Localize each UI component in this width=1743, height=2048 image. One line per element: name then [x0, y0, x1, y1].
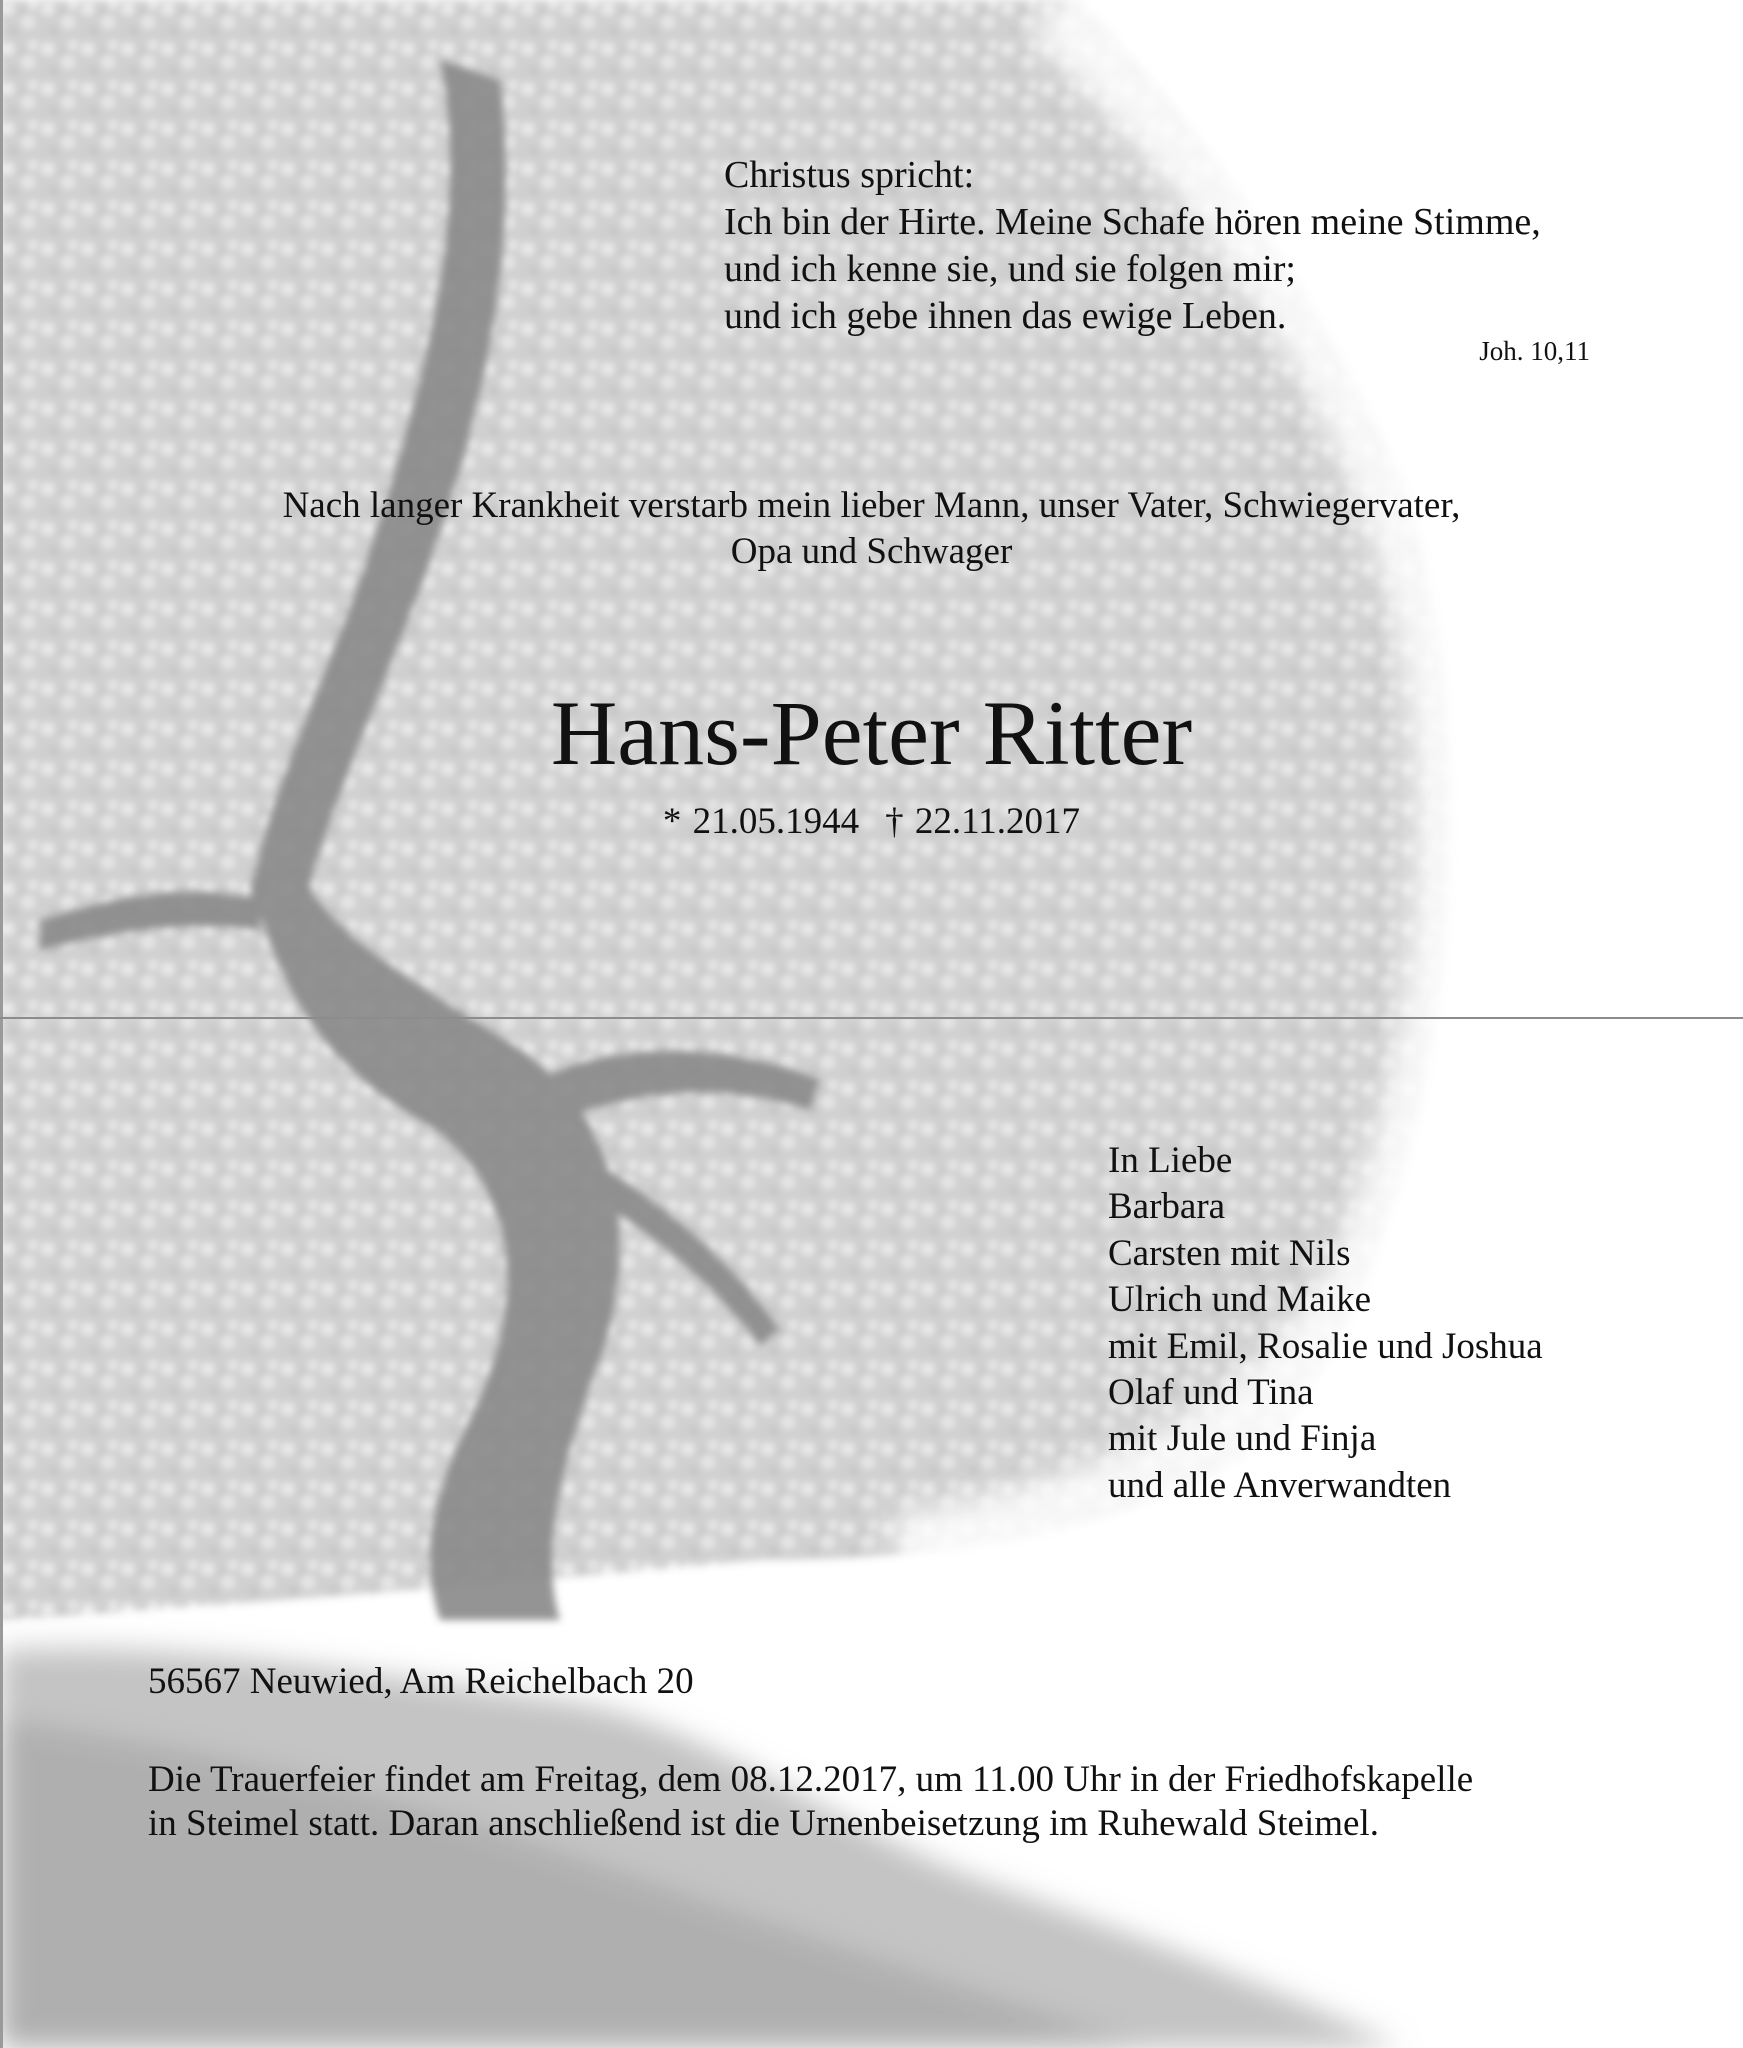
life-dates — [0, 800, 1743, 843]
mourner-line: Barbara — [1108, 1186, 1226, 1228]
deceased-name: Hans-Peter Ritter — [550, 682, 1193, 784]
intro-line: Nach langer Krankheit verstarb mein lieber Mann, unser Vater, Schwiegervater, — [282, 485, 1461, 526]
bible-verse — [724, 152, 1541, 340]
mourners-list — [1108, 1138, 1543, 1509]
verse-reference: Joh. 10,11 — [1479, 336, 1590, 366]
fold-line — [0, 1017, 1743, 1019]
verse-line: und ich gebe ihnen das ewige Leben. — [724, 295, 1287, 337]
page-left-edge — [0, 0, 3, 2048]
family-address: 56567 Neuwied, Am Reichelbach 20 — [148, 1661, 694, 1702]
death-announcement — [0, 483, 1743, 575]
mourner-line: mit Emil, Rosalie und Joshua — [1108, 1325, 1543, 1367]
mourner-line: und alle Anverwandten — [1108, 1464, 1452, 1506]
mourner-line: Ulrich und Maike — [1108, 1279, 1372, 1321]
ceremony-line: in Steimel statt. Daran anschließend ist die Urnenbeisetzung im Ruhewald Steimel. — [148, 1803, 1379, 1844]
birth-date: * 21.05.1944 — [662, 801, 860, 842]
verse-line: Ich bin der Hirte. Meine Schafe hören meine Stimme, — [724, 201, 1541, 243]
mourner-line: mit Jule und Finja — [1108, 1418, 1377, 1460]
mourner-line: In Liebe — [1108, 1140, 1233, 1181]
mourner-line: Olaf und Tina — [1108, 1372, 1314, 1414]
ceremony-line: Die Trauerfeier findet am Freitag, dem 08.12.2017, um 11.00 Uhr in der Friedhofskapelle — [148, 1759, 1474, 1800]
verse-line: und ich kenne sie, und sie folgen mir; — [724, 248, 1296, 290]
death-date: † 22.11.2017 — [885, 801, 1081, 842]
verse-line: Christus spricht: — [724, 154, 975, 196]
funeral-ceremony-info — [148, 1758, 1473, 1846]
intro-line: Opa und Schwager — [730, 531, 1013, 572]
mourner-line: Carsten mit Nils — [1108, 1232, 1351, 1274]
